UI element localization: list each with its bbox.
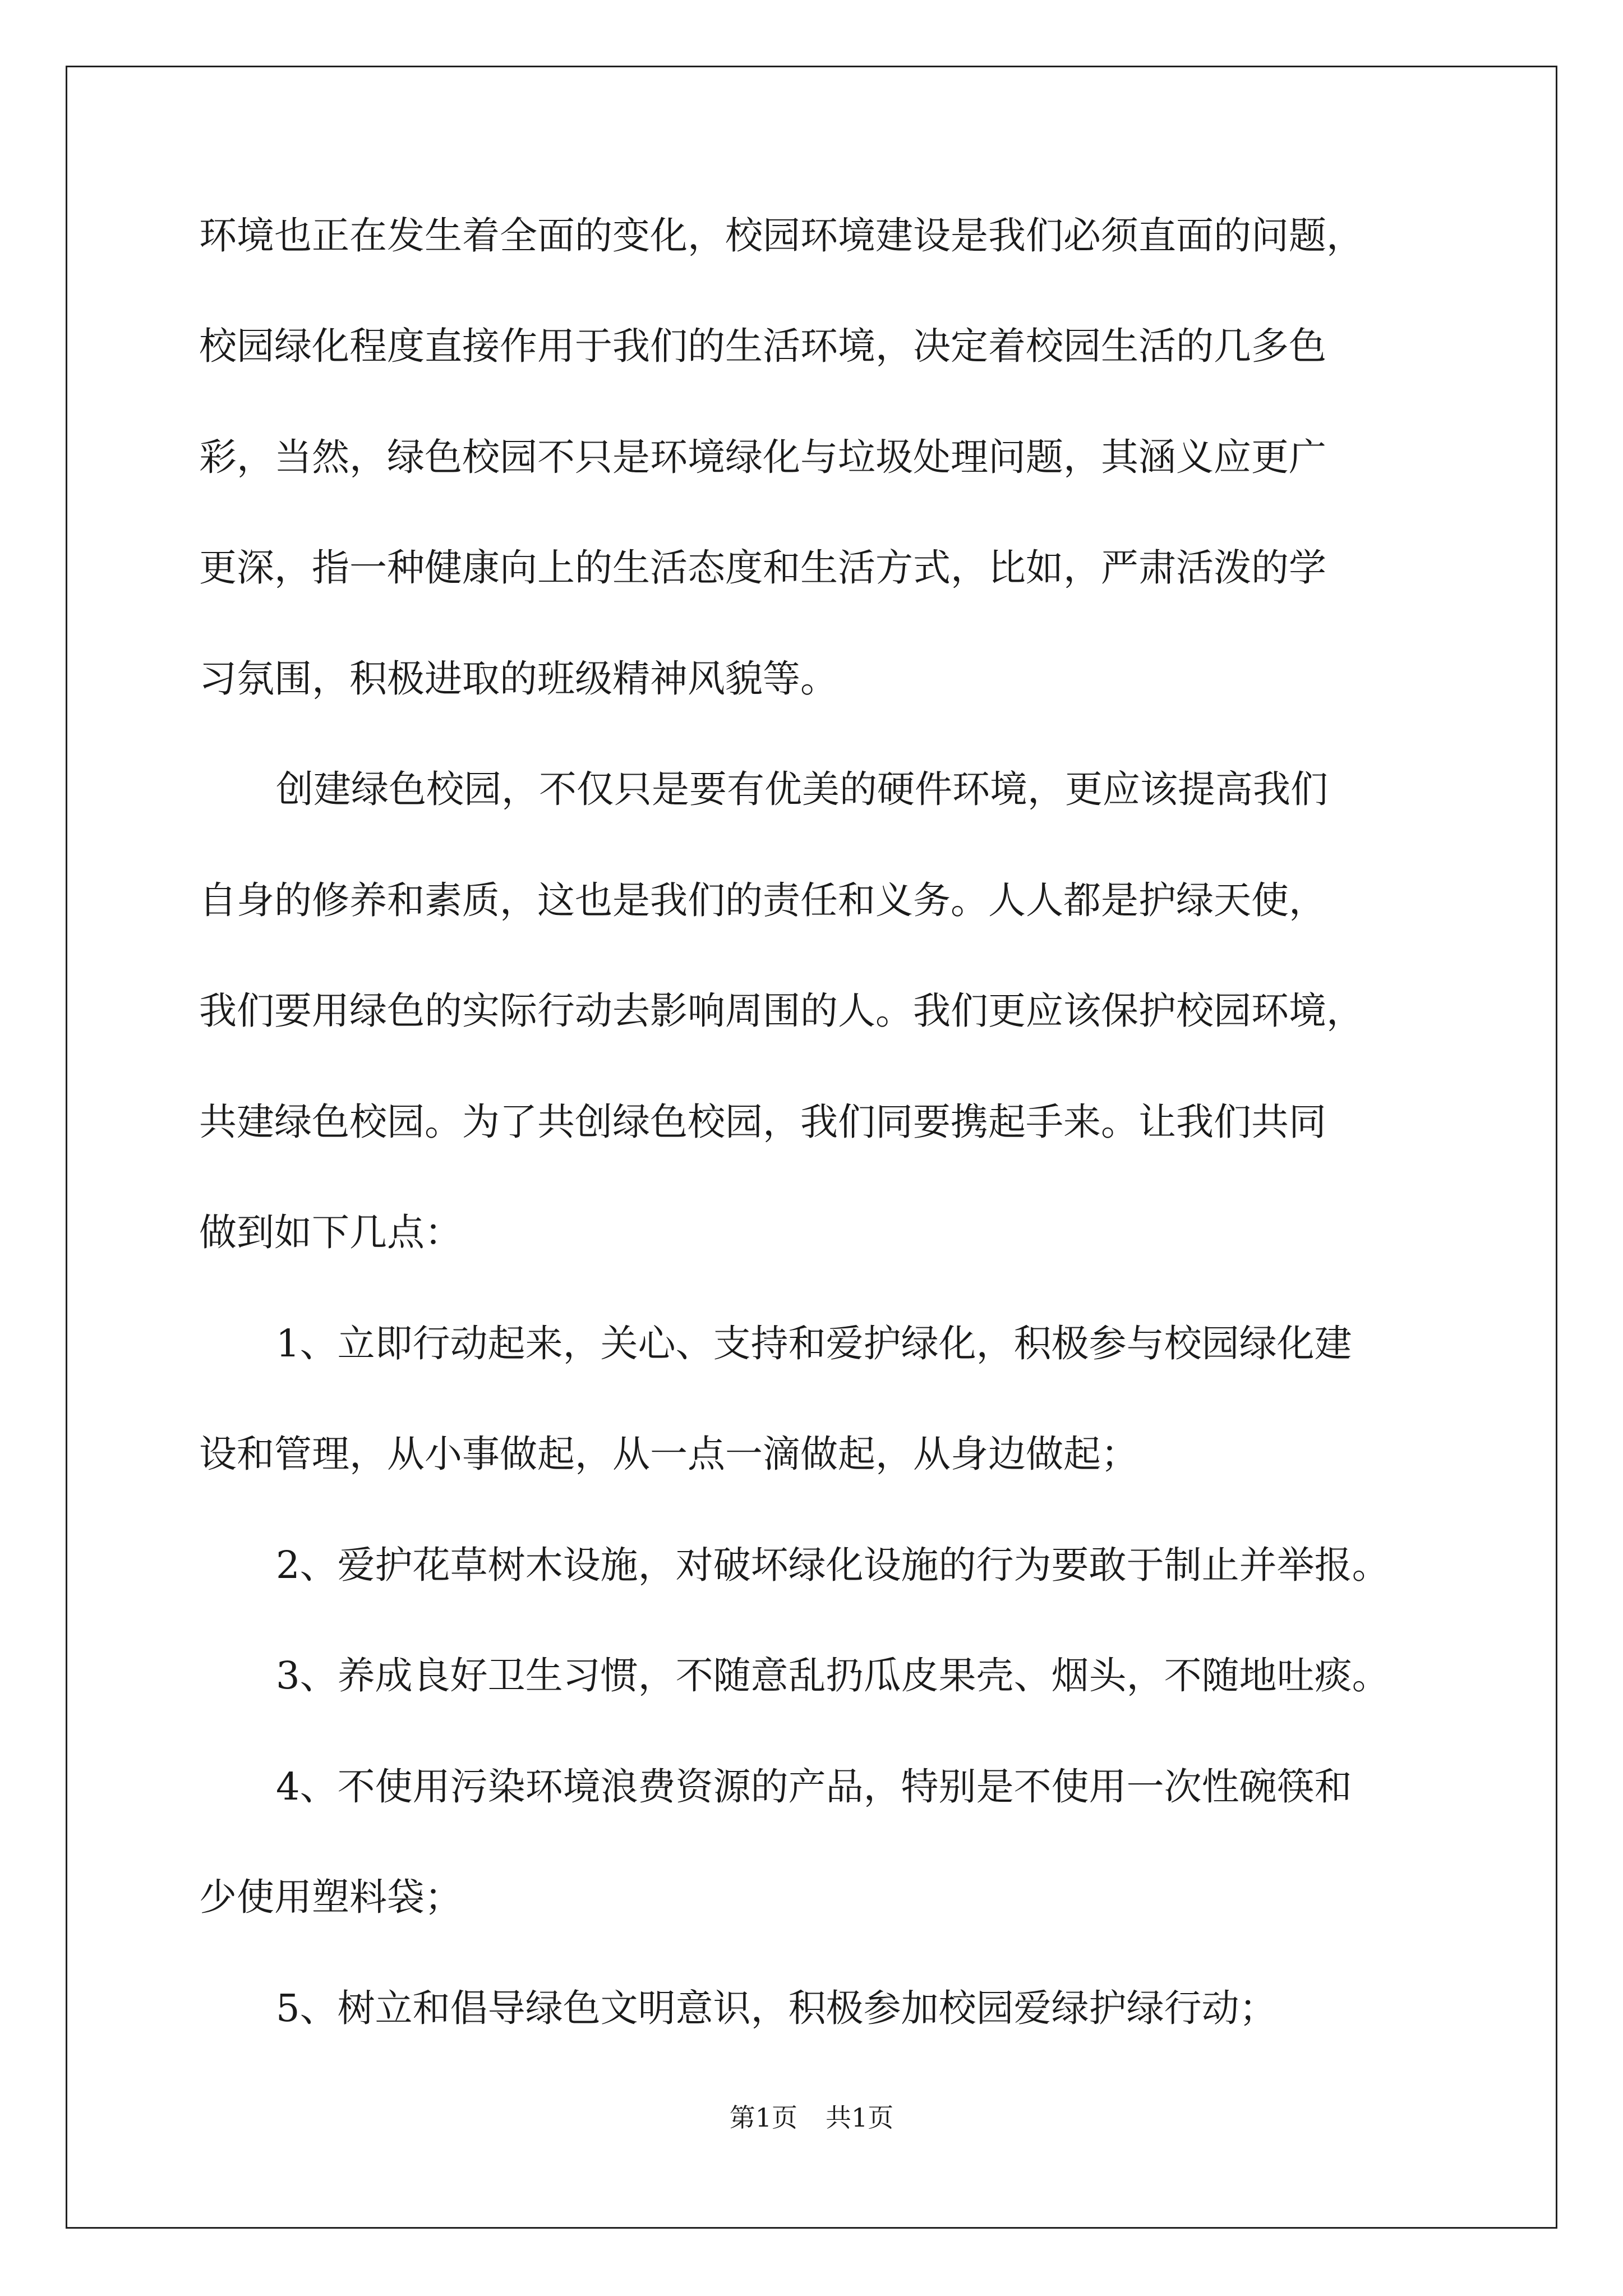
text-line: 环境也正在发生着全面的变化，校园环境建设是我们必须直面的问题， xyxy=(199,214,1364,257)
list-item-2: 2、爱护花草树木设施，对破坏绿化设施的行为要敢于制止并举报。 xyxy=(276,1543,1390,1587)
text-line: 做到如下几点： xyxy=(199,1211,462,1254)
list-item-5: 5、树立和倡导绿色文明意识，积极参加校园爱绿护绿行动； xyxy=(276,1986,1277,2030)
text-line: 共建绿色校园。为了共创绿色校园，我们同要携起手来。让我们共同 xyxy=(199,1100,1326,1144)
text-line: 校园绿化程度直接作用于我们的生活环境，决定着校园生活的几多色 xyxy=(199,324,1326,368)
text-line: 设和管理，从小事做起，从一点一滴做起，从身边做起； xyxy=(199,1432,1138,1476)
text-line: 彩，当然，绿色校园不只是环境绿化与垃圾处理问题，其涵义应更广 xyxy=(199,435,1326,479)
text-line: 习氛围，积极进取的班级精神风貌等。 xyxy=(199,657,838,701)
text-line: 更深，指一种健康向上的生活态度和生活方式，比如，严肃活泼的学 xyxy=(199,546,1326,590)
text-line: 自身的修养和素质，这也是我们的责任和义务。人人都是护绿天使， xyxy=(199,878,1326,922)
page-total: 共1页 xyxy=(826,2102,894,2133)
text-line: 少使用塑料袋； xyxy=(199,1875,462,1919)
list-item-3: 3、养成良好卫生习惯，不随意乱扔瓜皮果壳、烟头，不随地吐痰。 xyxy=(276,1654,1390,1697)
page-number: 第1页 xyxy=(729,2102,797,2133)
text-line: 我们要用绿色的实际行动去影响周围的人。我们更应该保护校园环境， xyxy=(199,989,1364,1033)
list-item-4: 4、不使用污染环境浪费资源的产品，特别是不使用一次性碗筷和 xyxy=(276,1765,1352,1809)
list-item-1: 1、立即行动起来，关心、支持和爱护绿化，积极参与校园绿化建 xyxy=(276,1322,1352,1365)
page-footer xyxy=(0,2101,1623,2134)
paragraph-first-line: 创建绿色校园，不仅只是要有优美的硬件环境，更应该提高我们 xyxy=(276,767,1328,811)
